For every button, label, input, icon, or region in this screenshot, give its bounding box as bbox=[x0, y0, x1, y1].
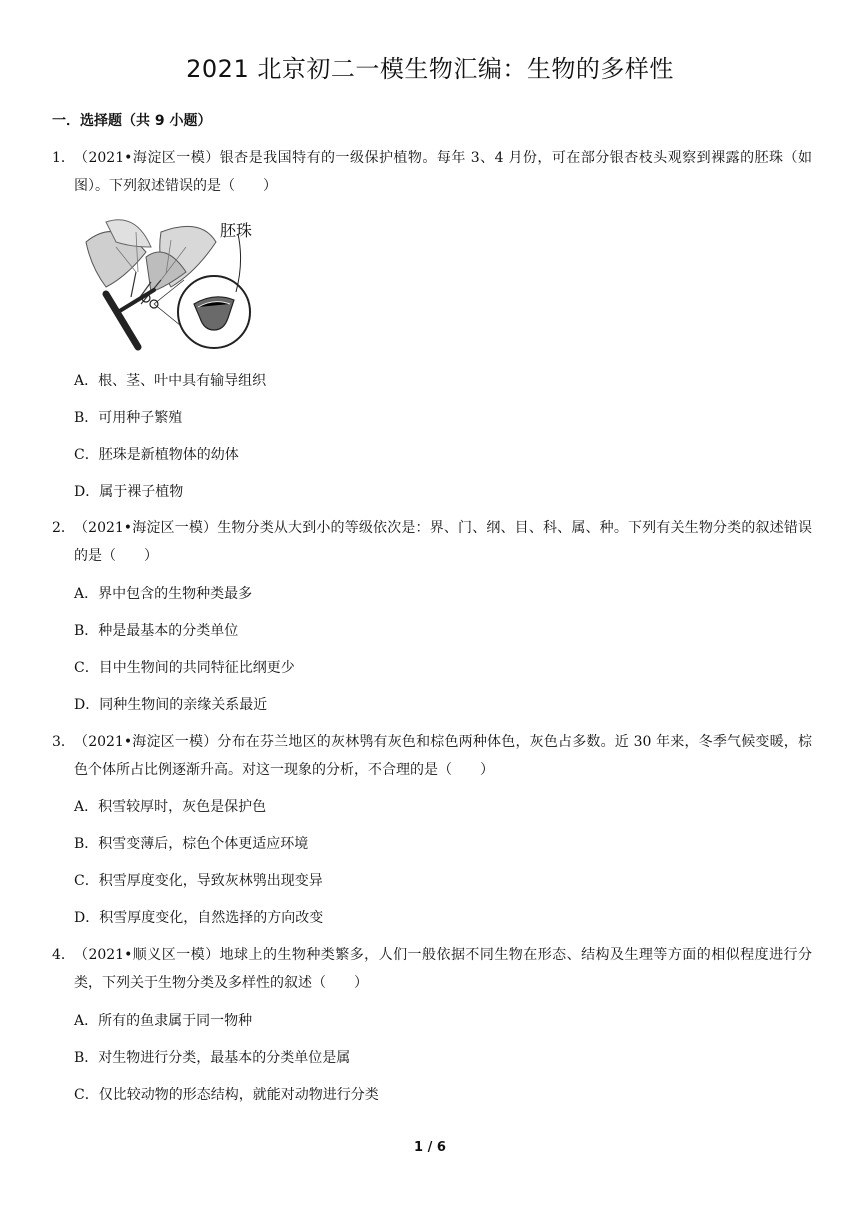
option: A．所有的鱼隶属于同一物种 bbox=[74, 1013, 253, 1029]
question-number: 1． bbox=[52, 150, 75, 166]
question-number: 3． bbox=[52, 734, 75, 750]
option: C．目中生物间的共同特征比纲更少 bbox=[74, 660, 295, 676]
question-1 bbox=[52, 144, 812, 200]
question-text: （2021•海淀区一模）生物分类从大到小的等级依次是：界、门、纲、目、科、属、种。下列有关生物分类的叙述错误的是（ ） bbox=[74, 520, 812, 564]
ginkgo-ovule-figure bbox=[76, 212, 260, 352]
option: C．积雪厚度变化，导致灰林鸮出现变异 bbox=[74, 873, 323, 889]
question-4 bbox=[52, 941, 812, 997]
option: D．属于裸子植物 bbox=[74, 484, 184, 500]
question-text: （2021•顺义区一模）地球上的生物种类繁多，人们一般依据不同生物在形态、结构及生理等方面的相似程度进行分类，下列关于生物分类及多样性的叙述（ ） bbox=[74, 947, 812, 991]
option: A．积雪较厚时，灰色是保护色 bbox=[74, 799, 267, 815]
question-number: 4． bbox=[52, 947, 75, 963]
question-text: （2021•海淀区一模）分布在芬兰地区的灰林鸮有灰色和棕色两种体色，灰色占多数。近 30 年来，冬季气候变暖，棕色个体所占比例逐渐升高。对这一现象的分析，不合理的是（ ） bbox=[74, 734, 812, 778]
option: D．同种生物间的亲缘关系最近 bbox=[74, 697, 268, 713]
page-number: 1 / 6 bbox=[414, 1140, 446, 1155]
question-3 bbox=[52, 728, 812, 784]
section-heading: 一．选择题（共 9 小题） bbox=[52, 113, 212, 129]
option: C．胚珠是新植物体的幼体 bbox=[74, 447, 239, 463]
question-number: 2． bbox=[52, 520, 75, 536]
question-text: （2021•海淀区一模）银杏是我国特有的一级保护植物。每年 3、4 月份，可在部分银杏枝头观察到裸露的胚珠（如图）。下列叙述错误的是（ ） bbox=[74, 150, 812, 194]
option: A．根、茎、叶中具有输导组织 bbox=[74, 373, 267, 389]
option: A．界中包含的生物种类最多 bbox=[74, 586, 253, 602]
document-title: 2021 北京初二一模生物汇编：生物的多样性 bbox=[186, 55, 674, 83]
option: D．积雪厚度变化，自然选择的方向改变 bbox=[74, 910, 324, 926]
figure-label-ovule: 胚珠 bbox=[220, 221, 253, 240]
option: C．仅比较动物的形态结构，就能对动物进行分类 bbox=[74, 1087, 379, 1103]
option: B．种是最基本的分类单位 bbox=[74, 623, 239, 639]
question-2 bbox=[52, 514, 812, 570]
ginkgo-illustration bbox=[76, 212, 260, 352]
option: B．可用种子繁殖 bbox=[74, 410, 183, 426]
option: B．积雪变薄后，棕色个体更适应环境 bbox=[74, 836, 309, 852]
option: B．对生物进行分类，最基本的分类单位是属 bbox=[74, 1050, 351, 1066]
